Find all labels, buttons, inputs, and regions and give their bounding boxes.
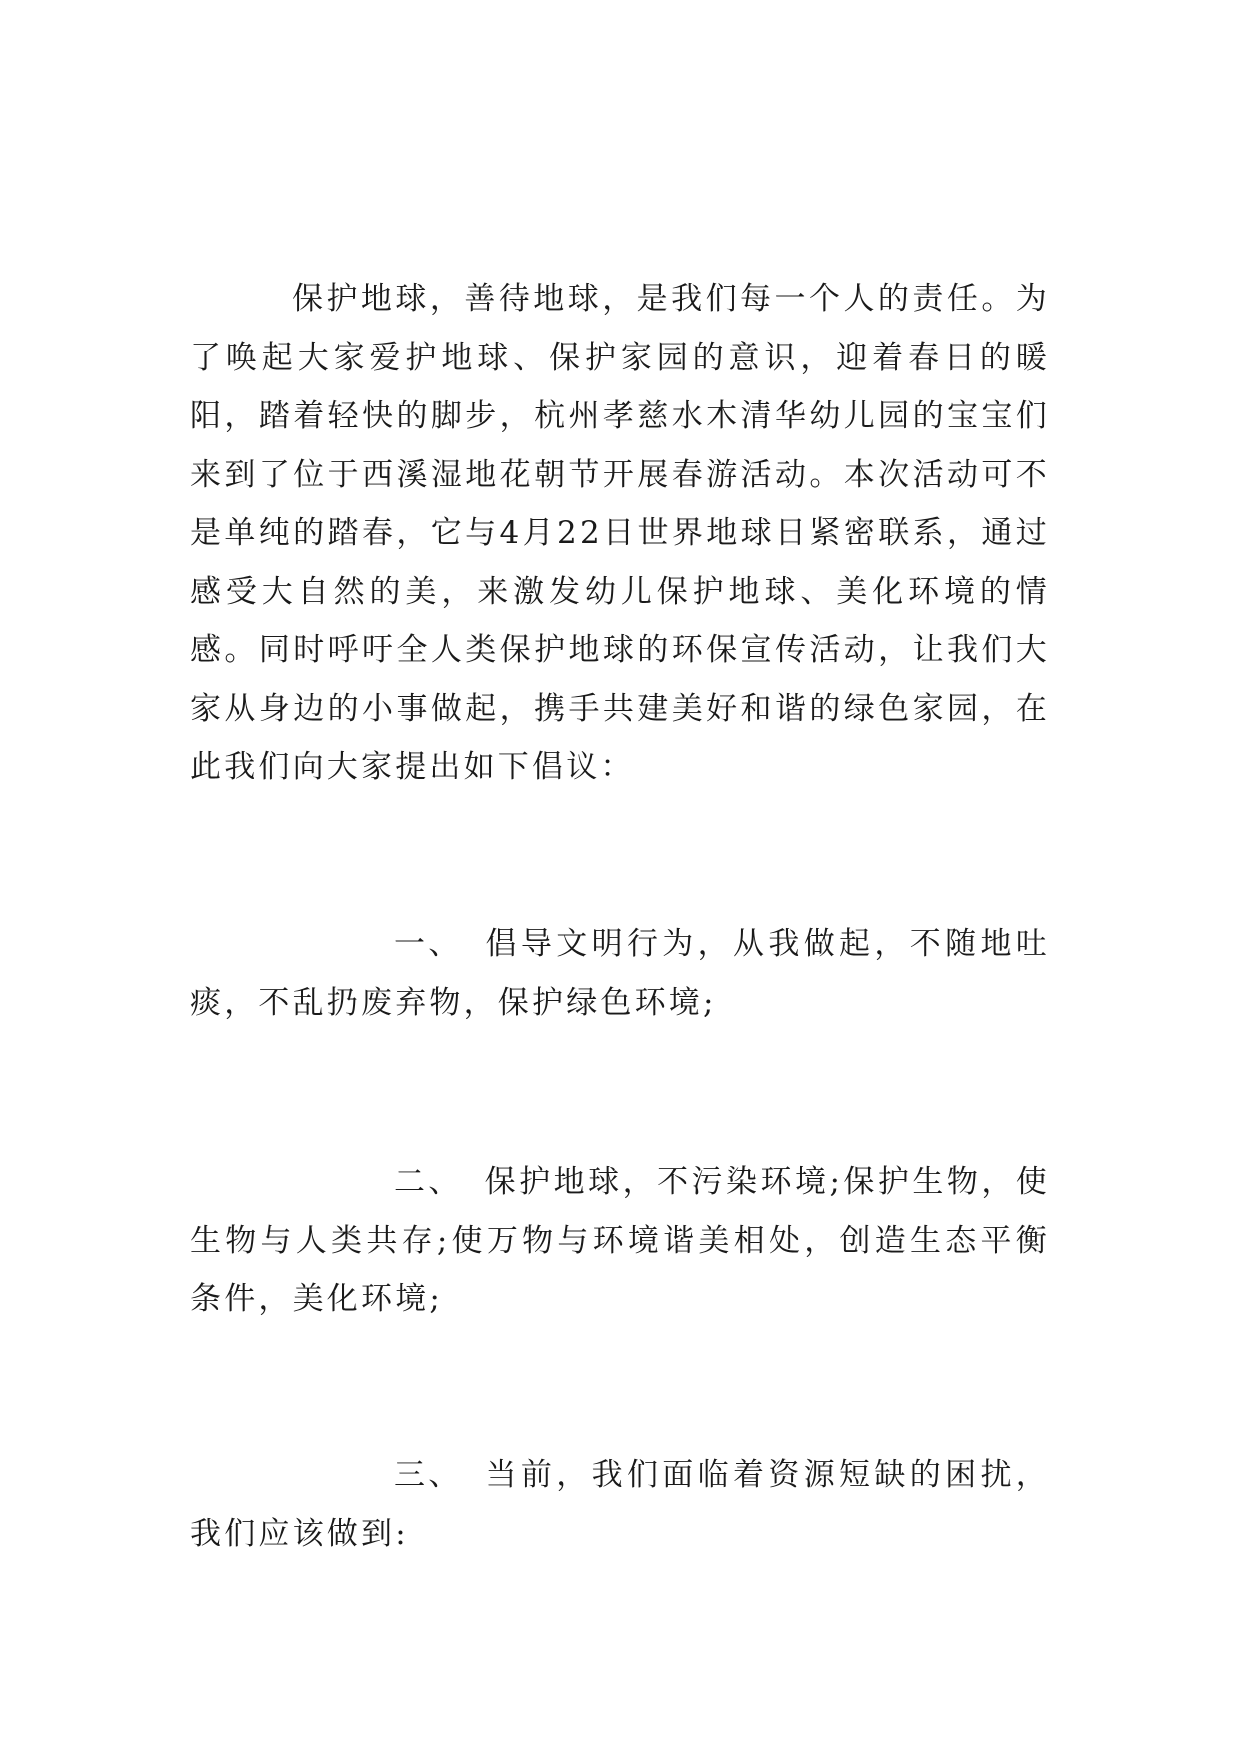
item-text: 倡导文明行为，从我做起，不随地吐痰，不乱扔废弃物，保护绿色环境; bbox=[190, 926, 1050, 1021]
item-number: 一、 bbox=[394, 926, 463, 962]
intro-paragraph: 保护地球，善待地球，是我们每一个人的责任。为了唤起大家爱护地球、保护家园的意识，迎着春日的暖阳，踏着轻快的脚步，杭州孝慈水木清华幼儿园的宝宝们来到了位于西溪湿地花朝节开展春游活动。本次活动可不是单纯的踏春，它与4月22日世界地球日紧密联系，通过感受大自然的美，来激发幼儿保护地球、美化环境的情感。同时呼吁全人类保护地球的环保宣传活动，让我们大家从身边的小事做起，携手共建美好和谐的绿色家园，在此我们向大家提出如下倡议： bbox=[190, 281, 1050, 785]
item-text: 当前，我们面临着资源短缺的困扰，我们应该做到: bbox=[190, 1457, 1050, 1552]
proposal-item-2 bbox=[190, 1153, 1050, 1329]
item-number: 二、 bbox=[394, 1164, 463, 1200]
item-text: 保护地球，不污染环境;保护生物，使生物与人类共存;使万物与环境谐美相处，创造生态平衡条件，美化环境; bbox=[190, 1164, 1050, 1317]
proposal-item-3 bbox=[190, 1446, 1050, 1563]
proposal-item-1 bbox=[190, 915, 1050, 1032]
item-number: 三、 bbox=[394, 1457, 463, 1493]
